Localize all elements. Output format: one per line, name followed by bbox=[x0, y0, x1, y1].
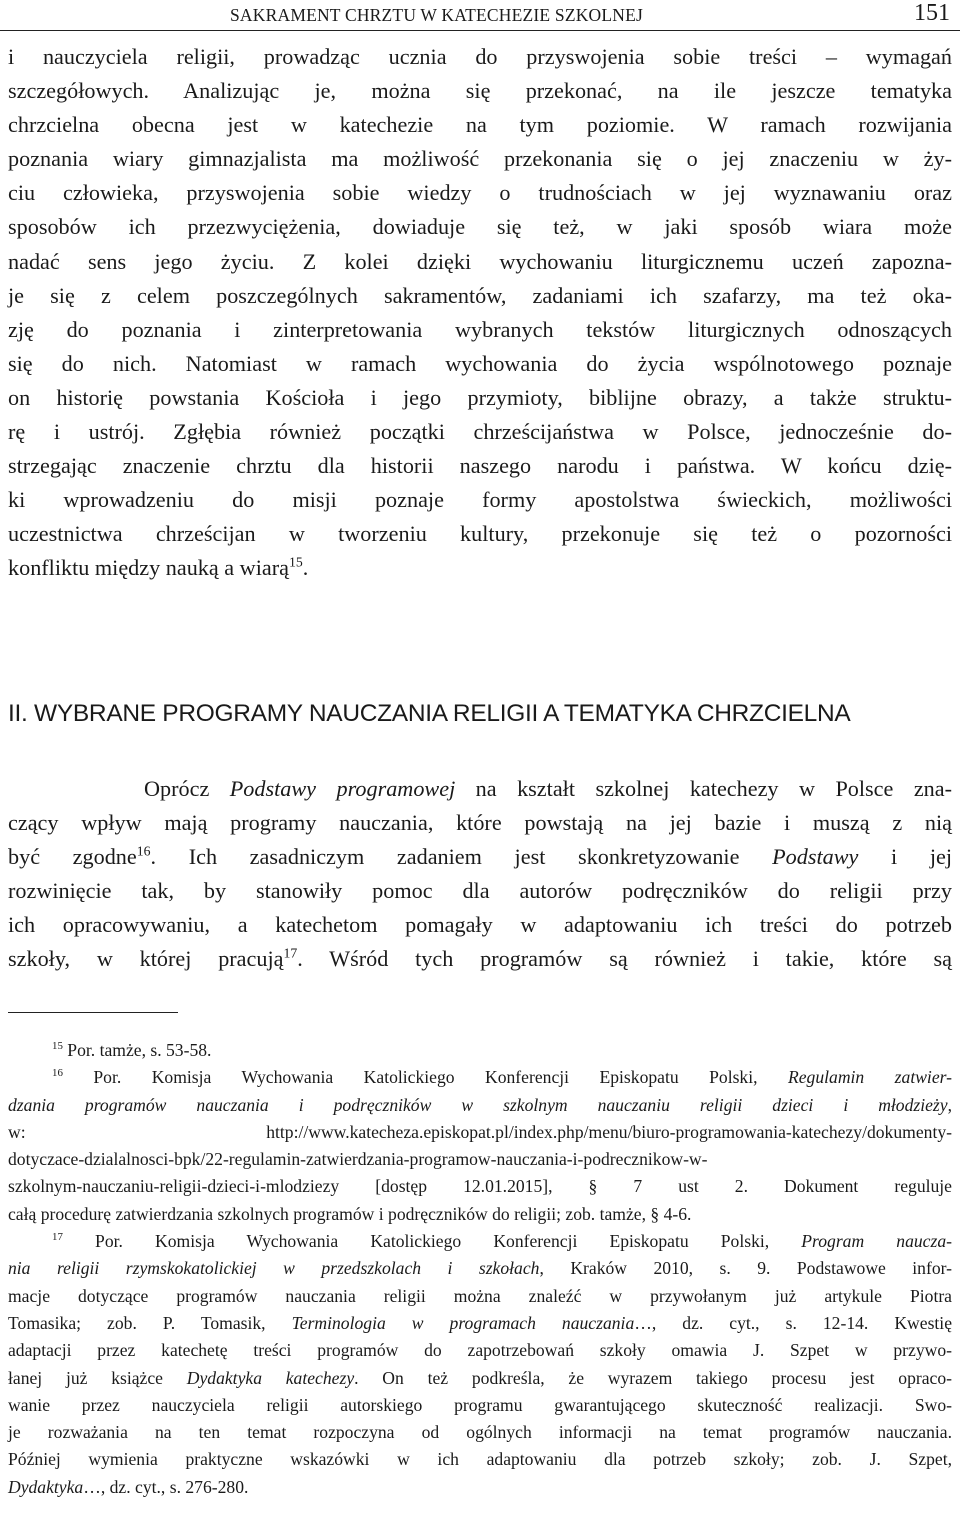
footnote-number: 15 bbox=[52, 1040, 63, 1053]
text-line: rozwinięcie tak, by stanowiły pomoc dla autorów podręczników do religii przy bbox=[8, 878, 952, 904]
italic-title: Dydaktyka katechezy bbox=[186, 1367, 355, 1388]
footnote-text: Por. Komisja Wychowania Katolickiego Konferencji Episkopatu Polski, bbox=[62, 1067, 788, 1088]
text-fragment: konfliktu między nauką a wiarą bbox=[8, 555, 289, 581]
footnotes bbox=[8, 1037, 952, 1501]
footnote-text: Por. Komisja Wychowania Katolickiego Konferencji Episkopatu Polski, bbox=[62, 1231, 802, 1252]
text-line: i nauczyciela religii, prowadząc ucznia do przyswojenia sobie treści – wymagań bbox=[8, 44, 952, 69]
footnote-text: …, dz. cyt., s. 276-280. bbox=[83, 1476, 249, 1497]
text-line: uczestnictwa chrześcijan w tworzeniu kultury, przekonuje się też o pozorności bbox=[8, 521, 952, 547]
italic-title: dzania programów nauczania i podręczników w szkolnym nauczaniu religii dzieci i młodzieży bbox=[8, 1094, 948, 1115]
text-line: nadać sens jego życiu. Z kolei dzięki wychowaniu liturgicznemu uczeń zapozna- bbox=[8, 248, 952, 274]
footnote-number: 17 bbox=[52, 1231, 63, 1244]
text-line: chrzcielna obecna jest w katechezie na tym poziomie. W ramach rozwijania bbox=[8, 112, 952, 138]
footnote-text: , bbox=[947, 1094, 952, 1115]
text-fragment: na kształt szkolnej katechezy w Polsce zna- bbox=[455, 776, 952, 801]
italic-title: Dydaktyka bbox=[8, 1476, 84, 1497]
footnote-text: łanej już książce bbox=[8, 1367, 187, 1388]
italic-title: Regulamin zatwier- bbox=[787, 1067, 952, 1088]
text-line: się do nich. Natomiast w ramach wychowania do życia wspólnotowego poznaje bbox=[8, 350, 952, 376]
italic-title: Program naucza- bbox=[801, 1231, 952, 1252]
text-line: ki wprowadzeniu do misji poznaje formy apostolstwa świeckich, możliwości bbox=[8, 487, 952, 513]
text-line: poznania wiary gimnazjalista ma możliwość przekonania się o jej znaczeniu w ży- bbox=[8, 146, 952, 172]
footnote-line: wanie przez nauczyciela religii autorskiego programu gwarantującego skuteczność realizacji. Swo- bbox=[8, 1394, 952, 1415]
footnote-line: całą procedurę zatwierdzania szkolnych programów i podręczników do religii; zob. tamże, § 4-6. bbox=[8, 1203, 692, 1224]
footnote-text: . On też podkreśla, że wyrazem takiego procesu jest opraco- bbox=[354, 1367, 953, 1388]
section-heading: II. WYBRANE PROGRAMY NAUCZANIA RELIGII A TEMATYKA CHRZCIELNA bbox=[8, 700, 851, 727]
text-fragment: być zgodne bbox=[8, 844, 137, 870]
page-header bbox=[0, 0, 960, 30]
footnote-line: macje dotyczące programów nauczania religii można znaleźć w przywołanym już artykule Piotra bbox=[8, 1285, 952, 1306]
footnote-ref-15[interactable]: 15 bbox=[288, 555, 303, 571]
text-line: je się z celem poszczególnych sakramentów, zadaniami ich szafarzy, ma też oka- bbox=[8, 282, 952, 308]
footnote-text: , Kraków 2010, s. 9. Podstawowe infor- bbox=[539, 1258, 953, 1279]
text-line bbox=[8, 772, 952, 806]
text-line: ciu człowieka, przyswojenia sobie wiedzy o trudnościach w jej wyznawaniu oraz bbox=[8, 180, 952, 206]
header-rule bbox=[0, 30, 960, 31]
footnote-line: Później wymienia praktyczne wskazówki w ich adaptowaniu dla potrzeb szkoły; zob. J. Szpet, bbox=[8, 1449, 952, 1470]
footnote-line bbox=[8, 1365, 952, 1392]
text-line: strzegając znaczenie chrztu dla historii naszego narodu i państwa. W końcu dzię- bbox=[8, 453, 952, 479]
text-line bbox=[8, 840, 952, 874]
text-line: rę i ustrój. Zgłębia również początki chrześcijaństwa w Polsce, jednocześnie do- bbox=[8, 419, 952, 445]
footnote-15 bbox=[8, 1037, 952, 1064]
text-line-last bbox=[8, 551, 952, 585]
italic-title: Podstawy bbox=[772, 844, 859, 870]
italic-title: Podstawy programowej bbox=[229, 776, 456, 801]
footnote-line: je rozważania na ten temat rozpoczyna od ogólnych informacji na temat programów nauczania. bbox=[8, 1422, 952, 1443]
footnote-line: adaptacji przez katechetę treści programów do zapotrzebowań szkoły omawia J. Szpet w przywo- bbox=[8, 1340, 952, 1361]
text-fragment: Oprócz bbox=[144, 776, 230, 801]
footnote-number: 16 bbox=[52, 1067, 63, 1080]
footnote-text: Tomasika; zob. P. Tomasik, bbox=[8, 1312, 292, 1333]
text-fragment: . Ich zasadniczym zadaniem jest skonkretyzowanie bbox=[150, 844, 773, 870]
text-line: czący wpływ mają programy nauczania, które powstają na jej bazie i muszą z nią bbox=[8, 810, 952, 836]
text-fragment: . Wśród tych programów są również i takie, które są bbox=[297, 946, 953, 972]
text-line bbox=[8, 942, 952, 976]
text-fragment: . bbox=[302, 555, 309, 581]
footnote-17 bbox=[8, 1228, 952, 1255]
page-number: 151 bbox=[914, 0, 950, 26]
footnote-ref-17[interactable]: 17 bbox=[283, 946, 298, 962]
paragraph-1 bbox=[8, 40, 952, 586]
footnote-line bbox=[8, 1255, 952, 1282]
text-line: szczegółowych. Analizując je, można się przekonać, na ile jeszcze tematyka bbox=[8, 78, 952, 104]
text-fragment: i jej bbox=[858, 844, 953, 870]
footnote-16 bbox=[8, 1064, 952, 1091]
text-line: zję do poznania i zinterpretowania wybranych tekstów liturgicznych odnoszących bbox=[8, 316, 952, 342]
italic-title: nia religii rzymskokatolickiej w przedszkolach i szkołach bbox=[8, 1258, 540, 1279]
footnote-text: Por. tamże, s. 53-58. bbox=[62, 1040, 212, 1060]
text-line: on historię powstania Kościoła i jego przymioty, biblijne obrazy, a także struktu- bbox=[8, 384, 952, 410]
footnote-ref-16[interactable]: 16 bbox=[136, 843, 151, 859]
footnote-line bbox=[8, 1310, 952, 1337]
italic-title: Terminologia w programach nauczania bbox=[291, 1312, 635, 1333]
footnote-line bbox=[8, 1092, 952, 1119]
footnote-rule bbox=[8, 1012, 178, 1013]
running-head: SAKRAMENT CHRZTU W KATECHEZIE SZKOLNEJ bbox=[230, 5, 644, 25]
paragraph-2 bbox=[8, 772, 952, 977]
text-line: ich opracowywaniu, a katechetom pomagały w adaptowaniu ich treści do potrzeb bbox=[8, 912, 952, 938]
footnote-url-line[interactable]: w: http://www.katecheza.episkopat.pl/index.php/menu/biuro-programowania-katechezy/dokumenty- bbox=[8, 1121, 952, 1142]
footnote-line: szkolnym-nauczaniu-religii-dzieci-i-mlodziezy [dostęp 12.01.2015], § 7 ust 2. Dokument reguluje bbox=[8, 1176, 952, 1197]
text-fragment: szkoły, w której pracują bbox=[8, 946, 284, 972]
text-line: sposobów ich przezwyciężenia, dowiaduje się też, w jaki sposób wiara może bbox=[8, 214, 952, 240]
footnote-line bbox=[8, 1474, 952, 1501]
footnote-text: …, dz. cyt., s. 12-14. Kwestię bbox=[634, 1312, 952, 1333]
footnote-url-line[interactable]: dotyczace-dzialalnosci-bpk/22-regulamin-zatwierdzania-programow-nauczania-i-podrecznikow-w- bbox=[8, 1149, 708, 1170]
